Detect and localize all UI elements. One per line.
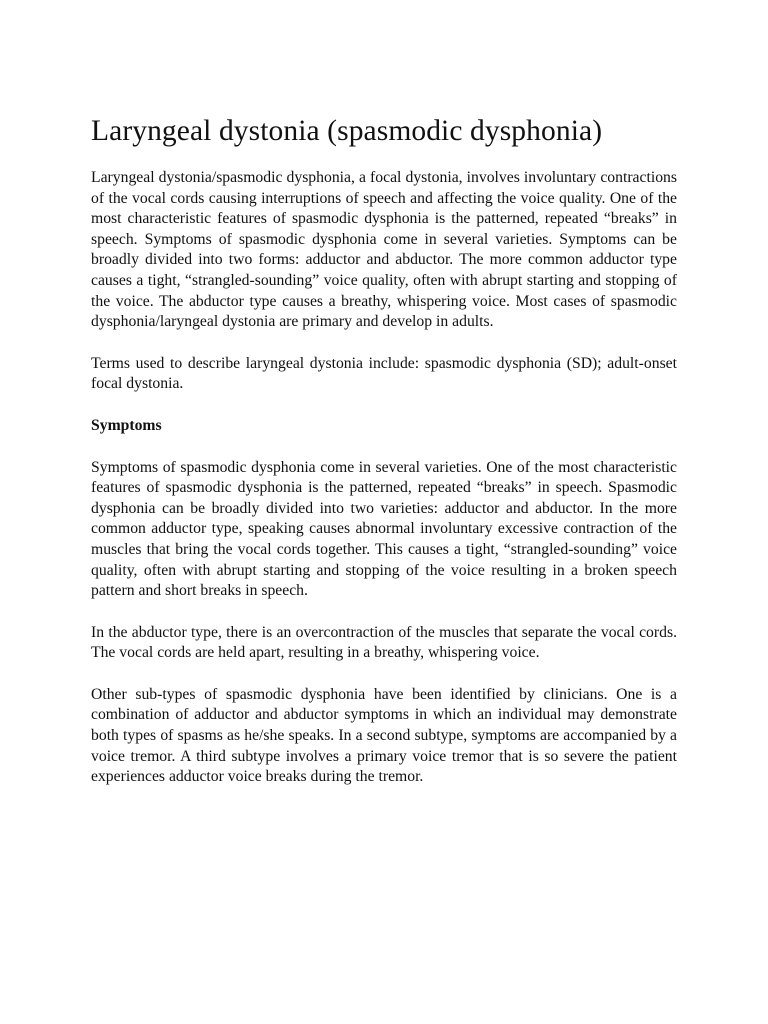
- symptoms-heading: Symptoms: [91, 416, 162, 434]
- document-title: Laryngeal dystonia (spasmodic dysphonia): [91, 115, 603, 147]
- abductor-paragraph: In the abductor type, there is an overcontraction of the muscles that separate the vocal cords. The vocal cords are held apart, resulting in a breathy, whispering voice.: [91, 623, 677, 662]
- terms-paragraph: Terms used to describe laryngeal dystonia include: spasmodic dysphonia (SD); adult-onset focal dystonia.: [91, 354, 677, 393]
- intro-paragraph: Laryngeal dystonia/spasmodic dysphonia, a focal dystonia, involves involuntary contractions of the vocal cords causing interruptions of speech and affecting the voice quality. One of the most characteristic features of spasmodic dysphonia is the patterned, repeated “breaks” in speech. Symptoms of spasmodic dysphonia come in several varieties. Symptoms can be broadly divided into two forms: adductor and abductor. The more common adductor type causes a tight, “strangled-sounding” voice quality, often with abrupt starting and stopping of the voice. The abductor type causes a breathy, whispering voice. Most cases of spasmodic dysphonia/laryngeal dystonia are primary and develop in adults.: [91, 169, 677, 331]
- symptoms-paragraph: Symptoms of spasmodic dysphonia come in several varieties. One of the most characteristic features of spasmodic dysphonia is the patterned, repeated “breaks” in speech. Spasmodic dysphonia can be broadly divided into two varieties: adductor and abductor. In the more common adductor type, speaking causes abnormal involuntary excessive contraction of the muscles that bring the vocal cords together. This causes a tight, “strangled-sounding” voice quality, often with abrupt starting and stopping of the voice resulting in a broken speech pattern and short breaks in speech.: [91, 458, 677, 600]
- subtypes-paragraph: Other sub-types of spasmodic dysphonia have been identified by clinicians. One is a combination of adductor and abductor symptoms in which an individual may demonstrate both types of spasms as he/she speaks. In a second subtype, symptoms are accompanied by a voice tremor. A third subtype involves a primary voice tremor that is so severe the patient experiences adductor voice breaks during the tremor.: [91, 685, 677, 786]
- document-body: [91, 112, 677, 809]
